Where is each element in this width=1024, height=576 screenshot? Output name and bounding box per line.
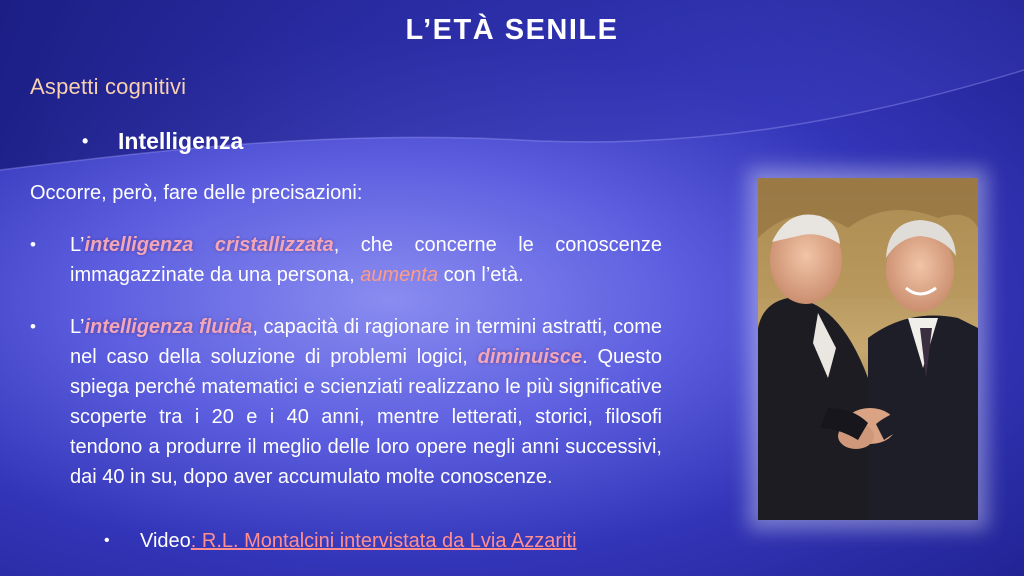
bullet-text-end: . Questo spiega perché matematici e scienziati realizzano le più significative scoperte tra i 20 e i 40 anni, mentre letterati, storici, filosofi tendono a produrre il meglio delle loro opere negli anni successivi, dai 40 in su, dopo aver accumulato molte conoscenze. bbox=[70, 346, 662, 488]
photo-two-men-handshake bbox=[758, 178, 978, 520]
video-label: Video bbox=[140, 530, 191, 552]
bullet-text: , capacità di ragionare in termini astratti, come nel caso della soluzione di problemi logici, bbox=[70, 316, 662, 368]
bullet-text: , che concerne le conoscenze immagazzinate da una persona, bbox=[70, 234, 662, 286]
highlight-increases: aumenta bbox=[360, 264, 439, 286]
bullet-dot-icon: • bbox=[30, 317, 36, 336]
term-fluid: intelligenza fluida bbox=[84, 316, 253, 338]
bullet-fluid bbox=[30, 312, 662, 492]
list-item bbox=[30, 312, 662, 492]
bullet-prefix: L’ bbox=[70, 234, 85, 256]
bullet-dot-icon: • bbox=[82, 131, 89, 151]
main-bullet bbox=[82, 128, 243, 155]
video-bullet bbox=[104, 530, 577, 553]
photo-illustration bbox=[758, 178, 978, 520]
slide-title: L’ETÀ SENILE bbox=[405, 14, 619, 46]
main-bullet-label: Intelligenza bbox=[118, 128, 244, 154]
highlight-decreases: diminuisce bbox=[477, 346, 583, 368]
bullet-dot-icon: • bbox=[30, 235, 36, 254]
slide-subtitle: Aspetti cognitivi bbox=[30, 74, 187, 99]
bullet-text-end: con l’età. bbox=[438, 264, 524, 286]
video-link[interactable]: : R.L. Montalcini intervistata da Lvia Azzariti bbox=[190, 530, 577, 552]
bullet-dot-icon: • bbox=[104, 532, 110, 549]
bullet-crystallized bbox=[30, 230, 662, 290]
term-crystallized: intelligenza cristallizzata bbox=[84, 234, 334, 256]
bullet-prefix: L’ bbox=[70, 316, 85, 338]
intro-text: Occorre, però, fare delle precisazioni: bbox=[30, 182, 363, 204]
list-item bbox=[30, 230, 662, 290]
